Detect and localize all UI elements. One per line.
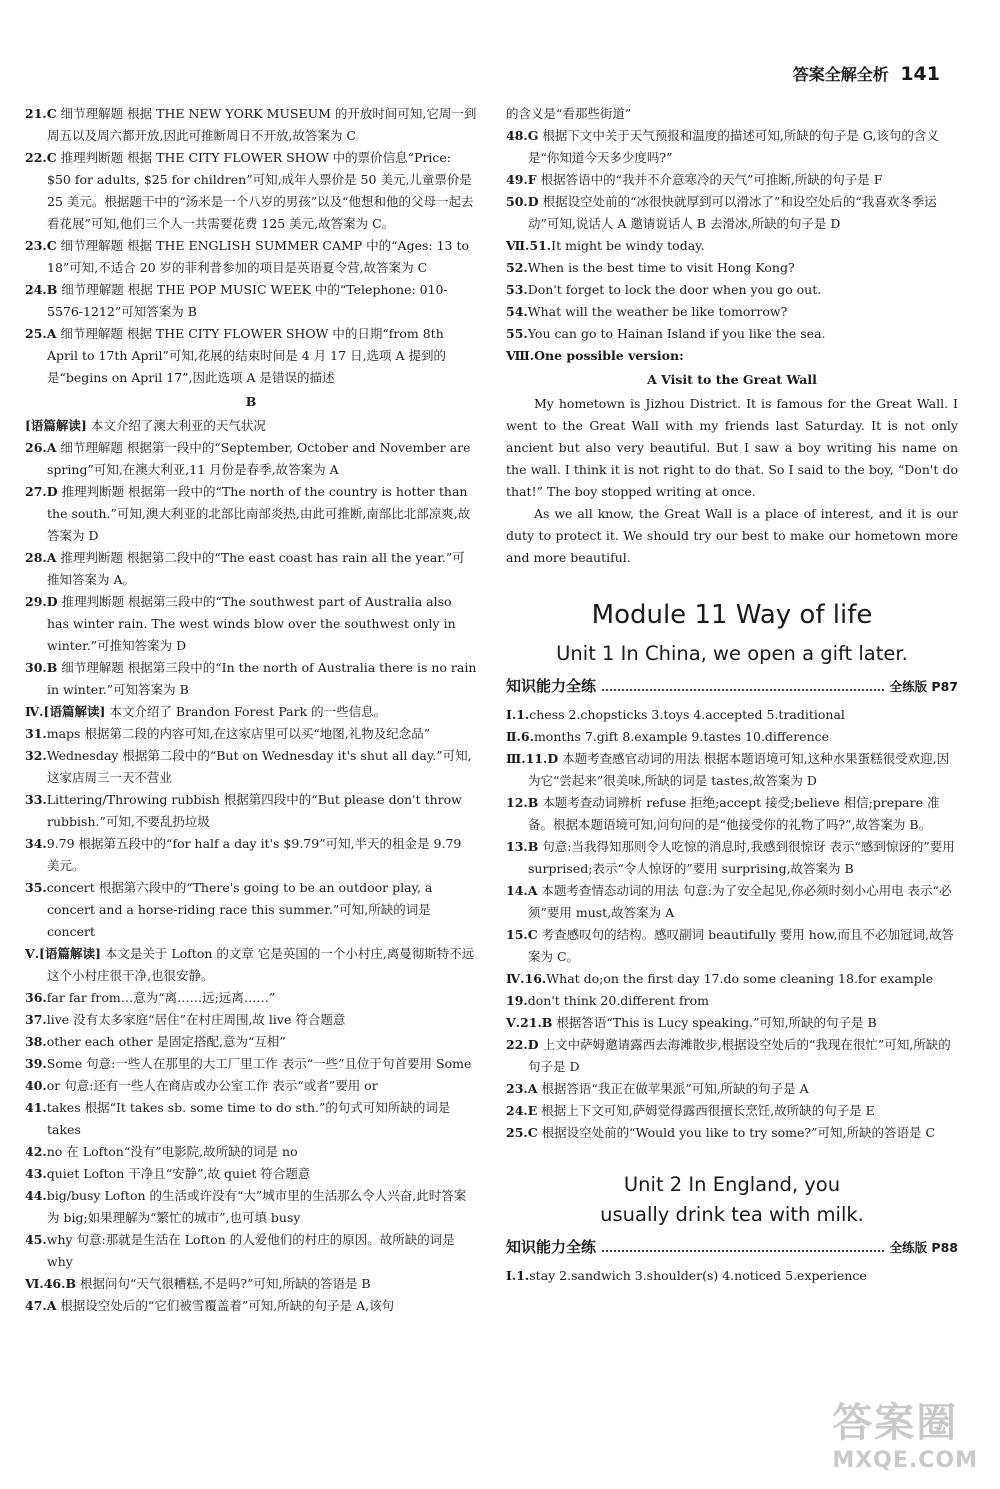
answer-item <box>25 1031 477 1053</box>
answer-number: 25.A <box>25 326 57 341</box>
unit2-answers <box>506 1265 958 1287</box>
dotted-leader <box>602 1250 884 1252</box>
answer-item <box>25 547 477 591</box>
answer-text: 本题考查感官动词的用法 根据本题语境可知,这种水果蛋糕很受欢迎,因为它“尝起来”很美味,所缺的词是 tastes,故答案为 D <box>528 751 950 788</box>
answer-item <box>506 836 958 880</box>
answer-item <box>506 704 958 726</box>
answer-number: 53. <box>506 282 528 297</box>
answer-text: 9.79 根据第五段中的“for half a day it's $9.79”可知,半天的租金是 9.79 美元。 <box>46 836 462 873</box>
answer-item <box>506 748 958 792</box>
answer-item <box>25 1163 477 1185</box>
answer-text: Littering/Throwing rubbish 根据第四段中的“But please don't throw rubbish.”可知,不要乱扔垃圾 <box>46 792 462 829</box>
answer-text: You can go to Hainan Island if you like the sea. <box>527 326 826 341</box>
answer-number: 34. <box>25 836 47 851</box>
answer-text: chess 2.chopsticks 3.toys 4.accepted 5.traditional <box>529 707 845 722</box>
answer-item <box>506 279 958 301</box>
answer-item <box>25 745 477 789</box>
answer-number: 47.A <box>25 1298 57 1313</box>
answer-number: 23.A <box>506 1081 538 1096</box>
answer-item <box>25 103 477 147</box>
answer-item <box>25 789 477 833</box>
section-bar <box>506 675 958 698</box>
answer-number: 52. <box>506 260 528 275</box>
answer-number: 27.D <box>25 484 58 499</box>
answer-text: why 句意:那就是生活在 Lofton 的人爱他们的村庄的原因。故所缺的词是 why <box>46 1232 455 1269</box>
answer-number: 35. <box>25 880 47 895</box>
answer-number: 31. <box>25 726 47 741</box>
answer-text: concert 根据第六段中的“There's going to be an outdoor play, a concert and a horse-riding race this summer.”可知,所缺的词是 concert <box>46 880 433 939</box>
answer-text: stay 2.sandwich 3.shoulder(s) 4.noticed 5.experience <box>529 1268 867 1283</box>
answer-number: 45. <box>25 1232 47 1247</box>
answer-number: 50.D <box>506 194 539 209</box>
answer-item <box>506 103 958 125</box>
answer-item <box>506 125 958 169</box>
answer-text: or 句意:还有一些人在商店或办公室工作 表示“或者”要用 or <box>46 1078 378 1093</box>
answer-text: 本题考查情态动词的用法 句意:为了安全起见,你必须时刻小心用电 表示“必须”要用 must,故答案为 A <box>528 883 952 920</box>
answer-item <box>506 235 958 257</box>
answer-text: Wednesday 根据第二段中的“But on Wednesday it's shut all day.”可知,这家店周三一天不营业 <box>46 748 472 785</box>
answer-text: 细节理解题 根据第一段中的“September, October and November are spring”可知,在澳大利亚,11 月份是春季,故答案为 A <box>47 440 471 477</box>
answer-text: far far from…意为“离……远;远离……” <box>46 990 276 1005</box>
unit2-title-line2: usually drink tea with milk. <box>600 1203 864 1226</box>
answer-number: 23.C <box>25 238 57 253</box>
unit2-title-line1: Unit 2 In England, you <box>623 1173 841 1196</box>
unit1-title: Unit 1 In China, we open a gift later. <box>556 642 908 665</box>
answer-number: 32. <box>25 748 47 763</box>
answer-number: 54. <box>506 304 528 319</box>
answer-number: 55. <box>506 326 528 341</box>
answer-item <box>506 323 958 345</box>
answer-number: 38. <box>25 1034 47 1049</box>
answer-item <box>506 924 958 968</box>
answer-number: Ⅳ.[语篇解读] <box>25 704 106 719</box>
answer-number: 22.D <box>506 1037 539 1052</box>
answer-item <box>25 943 477 987</box>
answer-number: Ⅷ.One possible version: <box>506 348 684 363</box>
answer-text: 根据答语中的“我并不介意寒冷的天气”可推断,所缺的句子是 F <box>536 172 883 187</box>
answer-text: 根据问句“天气很糟糕,不是吗?”可知,所缺的答语是 B <box>76 1276 371 1291</box>
answer-text: other each other 是固定搭配,意为“互相” <box>46 1034 286 1049</box>
answer-text: don't think 20.different from <box>527 993 709 1008</box>
answer-number: 44. <box>25 1188 47 1203</box>
watermark-url: MXQE.COM <box>832 1448 978 1473</box>
watermark-logo <box>832 1391 978 1473</box>
answer-text: 细节理解题 根据第三段中的“In the north of Australia there is no rain in winter.”可知答案为 B <box>47 660 477 697</box>
answer-text: 推理判断题 根据第一段中的“The north of the country is hotter than the south.”可知,澳大利亚的北部比南部炎热,由此可推断,南部比北部凉爽,故答案为 D <box>47 484 471 543</box>
answer-text: 推理判断题 根据第二段中的“The east coast has rain all the year.”可推知答案为 A。 <box>47 550 465 587</box>
answer-text: 考查感叹句的结构。感叹副词 beautifully 要用 how,而且不必加冠词,故答案为 C。 <box>528 927 954 964</box>
unit2-title <box>506 1170 958 1230</box>
answer-item <box>506 1012 958 1034</box>
answer-item <box>25 723 477 745</box>
answer-text: months 7.gift 8.example 9.tastes 10.difference <box>533 729 830 744</box>
answer-item <box>506 792 958 836</box>
essay-paragraph: As we all know, the Great Wall is a place of interest, and it is our duty to protect it. We should try our best to make our hometown more and more beautiful. <box>506 506 958 565</box>
answer-item <box>506 1265 958 1287</box>
section-title: 知识能力全练 <box>506 1238 597 1256</box>
answer-text: quiet Lofton 干净且“安静”,故 quiet 符合题意 <box>46 1166 311 1181</box>
answer-number: 24.E <box>506 1103 538 1118</box>
answer-text: 根据设空处前的“Would you like to try some?”可知,所缺的答语是 C <box>537 1125 936 1140</box>
answer-text: 根据下文中关于天气预报和温度的描述可知,所缺的句子是 G,该句的含义是“你知道今天多少度吗?” <box>528 128 939 165</box>
answer-item <box>506 968 958 990</box>
answer-number: 14.A <box>506 883 538 898</box>
answer-item <box>25 279 477 323</box>
answer-item <box>506 301 958 323</box>
section-ref: 全练版 P87 <box>889 679 958 694</box>
answer-item <box>506 169 958 191</box>
answer-text: 根据答语“我正在做苹果派”可知,所缺的句子是 A <box>537 1081 809 1096</box>
page-header <box>793 62 940 85</box>
answer-item <box>25 1229 477 1273</box>
answer-number: [语篇解读] <box>25 418 87 433</box>
essay-title: A Visit to the Great Wall <box>647 372 817 387</box>
answer-item <box>25 1273 477 1295</box>
answer-item <box>25 1141 477 1163</box>
answer-number: Ⅴ.[语篇解读] <box>25 946 101 961</box>
answer-item <box>25 877 477 943</box>
answer-item <box>25 415 477 437</box>
answer-number: 36. <box>25 990 47 1005</box>
answer-item <box>25 1009 477 1031</box>
answer-item <box>25 657 477 701</box>
answer-number: 25.C <box>506 1125 538 1140</box>
answer-text: When is the best time to visit Hong Kong? <box>527 260 795 275</box>
answer-number: 49.F <box>506 172 537 187</box>
answer-item <box>506 1122 958 1144</box>
answer-item <box>506 257 958 279</box>
answer-number: 33. <box>25 792 47 807</box>
answer-text: What will the weather be like tomorrow? <box>527 304 788 319</box>
answer-text: 细节理解题 根据 THE NEW YORK MUSEUM 的开放时间可知,它周一到周五以及周六都开放,因此可推断周日不开放,故答案为 C <box>47 106 477 143</box>
answer-text: Some 句意:一些人在那里的大工厂里工作 表示“一些”且位于句首要用 Some <box>46 1056 472 1071</box>
answer-number: Ⅰ.1. <box>506 707 530 722</box>
page-number: 141 <box>900 63 940 85</box>
answer-item <box>506 1034 958 1078</box>
answer-number: 39. <box>25 1056 47 1071</box>
answer-item <box>25 437 477 481</box>
answer-text: It might be windy today. <box>551 238 705 253</box>
answer-item <box>25 235 477 279</box>
answer-text: 根据答语“This is Lucy speaking.”可知,所缺的句子是 B <box>552 1015 877 1030</box>
answer-text: 根据上下文可知,萨姆觉得露西很擅长烹饪,故所缺的句子是 E <box>537 1103 875 1118</box>
answer-text: 根据设空处后的“它们被雪覆盖着”可知,所缺的句子是 A,该句 <box>56 1298 395 1313</box>
answer-number: 19. <box>506 993 528 1008</box>
answer-item <box>506 191 958 235</box>
header-title: 答案全解全析 <box>792 65 889 84</box>
answer-text: maps 根据第二段的内容可知,在这家店里可以买“地图,礼物及纪念品” <box>46 726 431 741</box>
answer-text: 根据设空处前的“冰很快就厚到可以滑冰了”和设空处后的“我喜欢冬季运动”可知,说话人 A 邀请说话人 B 去滑冰,所缺的句子是 D <box>528 194 937 231</box>
answer-item <box>25 481 477 547</box>
answer-number: 24.B <box>25 282 58 297</box>
answer-number: 22.C <box>25 150 57 165</box>
answer-text: no 在 Lofton“没有”电影院,故所缺的词是 no <box>46 1144 298 1159</box>
answer-item <box>506 990 958 1012</box>
answer-number: 42. <box>25 1144 47 1159</box>
section-heading: B <box>245 394 257 409</box>
left-column <box>25 103 477 1317</box>
essay-body <box>506 393 958 569</box>
answer-item <box>506 880 958 924</box>
answer-text: 本文介绍了澳大利亚的天气状况 <box>86 418 266 433</box>
answer-number: Ⅶ.51. <box>506 238 552 253</box>
answer-number: Ⅲ.11.D <box>506 751 559 766</box>
section-bar <box>506 1236 958 1259</box>
watermark-text: 答案圈 <box>832 1400 959 1446</box>
answer-item <box>506 345 958 367</box>
answer-item <box>506 726 958 748</box>
answer-item <box>25 1097 477 1141</box>
answer-number: 26.A <box>25 440 57 455</box>
unit1-answers <box>506 704 958 1144</box>
answer-text: 细节理解题 根据 THE POP MUSIC WEEK 中的“Telephone: 010-5576-1212”可知答案为 B <box>47 282 448 319</box>
answer-item <box>25 591 477 657</box>
answer-number: Ⅳ.16. <box>506 971 547 986</box>
essay-paragraph: My hometown is Jizhou District. It is famous for the Great Wall. I went to the Great Wall with my friends last Saturday. It is not only ancient but also very beautiful. But I saw a boy writing his name on the wall. I think it is not right to do that. So I said to the boy, “Don't do that!” The boy stopped writing at once. <box>506 396 958 499</box>
answer-text: big/busy Lofton 的生活或许没有“大”城市里的生活那么令人兴奋,此时答案为 big;如果理解为“繁忙的城市”,也可填 busy <box>46 1188 467 1225</box>
answer-item <box>25 147 477 235</box>
answer-number: 15.C <box>506 927 538 942</box>
answer-text: 上文中萨姆邀请露西去海滩散步,根据设空处后的“我现在很忙”可知,所缺的句子是 D <box>528 1037 951 1074</box>
answer-item <box>25 701 477 723</box>
answer-number: 13.B <box>506 839 539 854</box>
answer-item <box>25 1075 477 1097</box>
answer-text: 推理判断题 根据第三段中的“The southwest part of Australia also has winter rain. The west winds blow over the southwest only in winter.”可推知答案为 D <box>47 594 456 653</box>
answer-number: 29.D <box>25 594 58 609</box>
answer-item <box>25 987 477 1009</box>
answer-number: Ⅴ.21.B <box>506 1015 553 1030</box>
answer-text: 细节理解题 根据 THE CITY FLOWER SHOW 中的日期“from 8th April to 17th April”可知,花展的结束时间是 4 月 17 日,选项 A 提到的是“begins on April 17”,因此选项 A 是错误的描述 <box>47 326 447 385</box>
dotted-leader <box>602 689 884 691</box>
answer-item <box>25 833 477 877</box>
answer-item <box>25 1053 477 1075</box>
section-title: 知识能力全练 <box>506 677 597 695</box>
answers-continued <box>506 103 958 367</box>
module-title: Module 11 Way of life <box>591 600 873 630</box>
answer-number: Ⅰ.1. <box>506 1268 530 1283</box>
answer-item <box>25 323 477 389</box>
answer-number: Ⅱ.6. <box>506 729 534 744</box>
answer-text: 本文介绍了 Brandon Forest Park 的一些信息。 <box>105 704 387 719</box>
answer-number: 48.G <box>506 128 539 143</box>
answer-number: Ⅵ.46.B <box>25 1276 77 1291</box>
answer-item <box>25 1295 477 1317</box>
answer-text: 本题考查动词辨析 refuse 拒绝;accept 接受;believe 相信;prepare 准备。根据本题语境可知,问句问的是“他接受你的礼物了吗?”,故答案为 B。 <box>528 795 940 832</box>
answer-number: 43. <box>25 1166 47 1181</box>
answer-number: 30.B <box>25 660 58 675</box>
answer-text: 细节理解题 根据 THE ENGLISH SUMMER CAMP 中的“Ages: 13 to 18”可知,不适合 20 岁的菲利普参加的项目是英语夏令营,故答案为 C <box>47 238 470 275</box>
answer-text: What do;on the first day 17.do some cleaning 18.for example <box>546 971 934 986</box>
answer-number: 28.A <box>25 550 57 565</box>
answer-text: 推理判断题 根据 THE CITY FLOWER SHOW 中的票价信息“Price: $50 for adults, $25 for children”可知,成年人票价是 50 美元,儿童票价是 25 美元。根据题干中的“汤米是一个八岁的男孩”以及“他想和他的父母一起去看花展”可知,他们三个人一共需要花费 125 美元,故答案为 C。 <box>47 150 474 231</box>
answer-text: 句意:当我得知那则令人吃惊的消息时,我感到很惊讶 表示“感到惊讶的”要用 surprised;表示“令人惊讶的”要用 surprising,故答案为 B <box>528 839 955 876</box>
answer-text: Don't forget to lock the door when you go out. <box>527 282 822 297</box>
answer-item <box>25 1185 477 1229</box>
answer-number: 37. <box>25 1012 47 1027</box>
answer-number: 21.C <box>25 106 57 121</box>
section-ref: 全练版 P88 <box>889 1240 958 1255</box>
answer-item <box>506 1100 958 1122</box>
answer-text: 的含义是“看那些街道” <box>506 106 632 121</box>
answer-number: 40. <box>25 1078 47 1093</box>
answer-text: takes 根据“It takes sb. some time to do sth.”的句式可知所缺的词是 takes <box>46 1100 451 1137</box>
answer-item <box>506 1078 958 1100</box>
right-column <box>506 103 958 1287</box>
answer-number: 41. <box>25 1100 47 1115</box>
answer-number: 12.B <box>506 795 539 810</box>
answer-text: 本文是关于 Lofton 的文章 它是英国的一个小村庄,离曼彻斯特不远 这个小村庄很干净,也很安静。 <box>47 946 475 983</box>
answer-text: live 没有太多家庭“居住”在村庄周围,故 live 符合题意 <box>46 1012 346 1027</box>
